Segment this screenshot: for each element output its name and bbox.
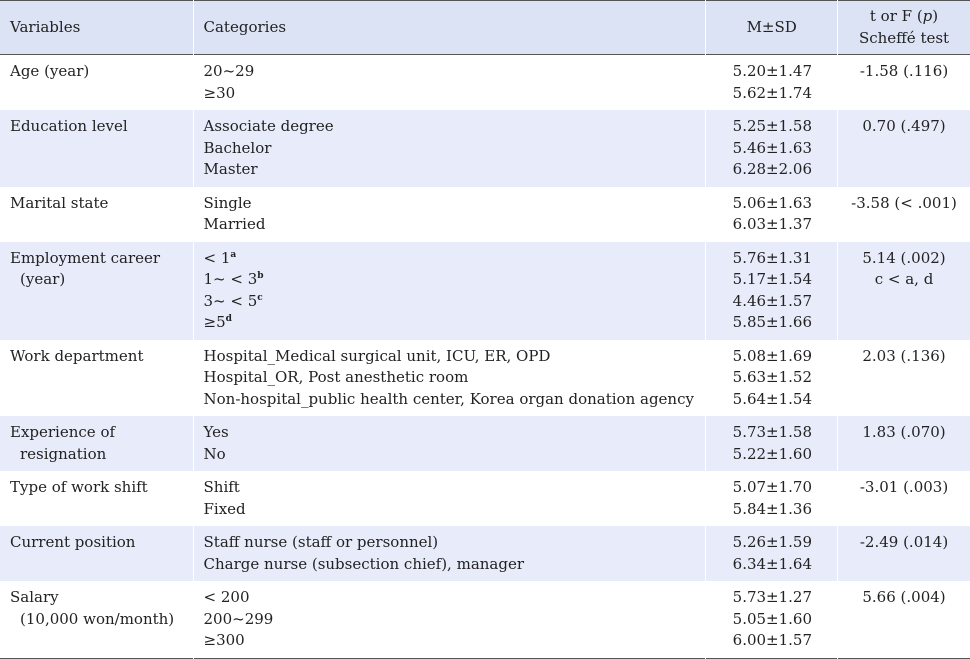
header-stat-p: p <box>922 7 933 25</box>
category-label: < 200 <box>203 588 250 606</box>
category-label: No <box>203 444 226 463</box>
category-label: Hospital_Medical surgical unit, ICU, ER, OPD <box>203 346 551 365</box>
variable-cell <box>0 526 193 581</box>
msd-value: 6.03±1.37 <box>732 215 813 233</box>
category-label: Non-hospital_public health center, Korea organ donation agency <box>203 389 694 408</box>
msd-value: 5.17±1.54 <box>732 270 813 288</box>
category-item <box>204 214 696 236</box>
stat-value: 2.03 (.136) <box>862 346 946 365</box>
table-row <box>0 471 970 526</box>
variable-label: Marital state <box>10 193 109 212</box>
category-label: Bachelor <box>203 138 272 157</box>
category-label: 20~29 <box>203 62 255 80</box>
variable-label: (10,000 won/month) <box>20 609 175 628</box>
msd-value: 5.84±1.36 <box>732 499 813 518</box>
msd-cell <box>706 110 838 187</box>
table-row <box>0 581 970 658</box>
category-item <box>204 116 696 138</box>
category-superscript: d <box>225 314 232 324</box>
stat-value: 0.70 (.497) <box>862 117 946 135</box>
variable-cell <box>0 416 193 471</box>
msd-cell <box>706 340 838 417</box>
category-label: Hospital_OR, Post anesthetic room <box>203 368 469 386</box>
variable-label: resignation <box>20 444 107 463</box>
header-row <box>0 1 970 55</box>
categories-cell <box>193 242 706 340</box>
category-label: 3~ < 5 <box>203 291 258 310</box>
header-stat-line2: Scheffé test <box>858 28 950 47</box>
msd-value: 5.73±1.27 <box>732 588 813 606</box>
stat-value: 5.14 (.002) <box>862 248 946 267</box>
category-item <box>204 159 696 181</box>
variable-cell <box>0 581 193 658</box>
category-label: Master <box>203 160 258 178</box>
msd-value: 5.64±1.54 <box>732 389 813 408</box>
categories-cell <box>193 416 706 471</box>
variable-label: Type of work shift <box>10 478 148 496</box>
table-row <box>0 55 970 111</box>
category-item <box>204 291 696 313</box>
variable-cell <box>0 187 193 242</box>
stat-cell <box>838 471 970 526</box>
msd-cell <box>706 242 838 340</box>
msd-value: 4.46±1.57 <box>732 291 813 310</box>
msd-cell <box>706 581 838 658</box>
msd-value: 5.05±1.60 <box>732 609 813 628</box>
category-item <box>204 630 696 652</box>
header-stat <box>838 1 970 55</box>
category-label: 1~ < 3 <box>203 270 258 288</box>
stat-value: 1.83 (.070) <box>862 423 946 441</box>
msd-cell <box>706 526 838 581</box>
categories-cell <box>193 581 706 658</box>
category-item <box>204 587 696 609</box>
stat-cell <box>838 242 970 340</box>
categories-cell <box>193 471 706 526</box>
variable-cell <box>0 242 193 340</box>
category-label: Yes <box>203 423 229 441</box>
stat-value: -2.49 (.014) <box>859 533 949 551</box>
msd-cell <box>706 187 838 242</box>
stat-cell <box>838 340 970 417</box>
variable-label: Current position <box>10 533 136 551</box>
categories-cell <box>193 187 706 242</box>
table-row <box>0 242 970 340</box>
category-item <box>204 312 696 334</box>
category-item <box>204 554 696 576</box>
msd-cell <box>706 55 838 111</box>
msd-value: 5.07±1.70 <box>732 478 813 496</box>
categories-cell <box>193 55 706 111</box>
category-item <box>204 61 696 83</box>
msd-value: 5.76±1.31 <box>732 248 813 267</box>
variable-label: Work department <box>10 346 144 365</box>
header-stat-prefix: t or F ( <box>869 7 923 25</box>
category-label: Fixed <box>203 499 246 518</box>
category-item <box>204 444 696 466</box>
category-label: ≥30 <box>203 83 236 102</box>
msd-value: 6.34±1.64 <box>732 554 813 573</box>
table-row <box>0 110 970 187</box>
stat-value: -1.58 (.116) <box>859 62 949 80</box>
category-item <box>204 389 696 411</box>
stat-cell <box>838 581 970 658</box>
stat-cell <box>838 110 970 187</box>
msd-value: 5.85±1.66 <box>732 313 813 331</box>
table-row <box>0 526 970 581</box>
category-label: Staff nurse (staff or personnel) <box>203 533 439 551</box>
msd-value: 6.28±2.06 <box>732 160 813 178</box>
variable-label: (year) <box>20 270 66 288</box>
stat-value: -3.01 (.003) <box>859 478 949 496</box>
variable-label: Experience of <box>10 423 116 441</box>
category-label: Single <box>203 193 252 212</box>
category-label: < 1 <box>203 248 231 267</box>
category-item <box>204 83 696 105</box>
msd-value: 5.26±1.59 <box>732 533 813 551</box>
category-label: 200~299 <box>203 609 274 628</box>
variable-cell <box>0 340 193 417</box>
category-item <box>204 193 696 215</box>
variable-label: Education level <box>10 117 128 135</box>
variable-label: Salary <box>10 588 59 606</box>
stat-cell <box>838 526 970 581</box>
category-item <box>204 248 696 270</box>
msd-value: 6.00±1.57 <box>732 631 813 649</box>
category-item <box>204 609 696 631</box>
category-item <box>204 477 696 499</box>
header-stat-line1 <box>848 6 960 28</box>
msd-value: 5.08±1.69 <box>732 346 813 365</box>
variable-label: Employment career <box>10 248 161 267</box>
stat-value: -3.58 (< .001) <box>851 193 957 212</box>
msd-value: 5.20±1.47 <box>732 62 813 80</box>
msd-cell <box>706 416 838 471</box>
category-superscript: c <box>257 292 263 303</box>
header-msd: M±SD <box>706 1 838 55</box>
table-header <box>0 1 970 55</box>
table-row <box>0 340 970 417</box>
msd-value: 5.22±1.60 <box>732 444 813 463</box>
header-stat-suffix: ) <box>932 7 939 25</box>
category-label: ≥5 <box>203 313 226 331</box>
stat-cell <box>838 416 970 471</box>
header-categories: Categories <box>193 1 706 55</box>
msd-cell <box>706 471 838 526</box>
category-label: ≥300 <box>203 631 245 649</box>
category-item <box>204 269 696 291</box>
msd-value: 5.25±1.58 <box>732 117 813 135</box>
table-row <box>0 416 970 471</box>
category-item <box>204 138 696 160</box>
category-label: Associate degree <box>203 117 334 135</box>
category-item <box>204 422 696 444</box>
variable-cell <box>0 55 193 111</box>
categories-cell <box>193 340 706 417</box>
header-variables: Variables <box>10 17 81 36</box>
stat-value: 5.66 (.004) <box>862 588 946 606</box>
stat-value: c < a, d <box>874 270 934 288</box>
category-superscript: a <box>230 249 237 260</box>
category-item <box>204 367 696 389</box>
variable-label: Age (year) <box>10 62 90 80</box>
msd-value: 5.62±1.74 <box>732 83 813 102</box>
stat-cell <box>838 187 970 242</box>
category-label: Married <box>203 215 266 233</box>
msd-value: 5.63±1.52 <box>732 368 813 386</box>
categories-cell <box>193 110 706 187</box>
category-item <box>204 499 696 521</box>
msd-value: 5.46±1.63 <box>732 138 813 157</box>
variable-cell <box>0 471 193 526</box>
table-body <box>0 55 970 659</box>
category-label: Shift <box>203 478 240 496</box>
msd-value: 5.73±1.58 <box>732 423 813 441</box>
variable-cell <box>0 110 193 187</box>
category-item <box>204 532 696 554</box>
stat-cell <box>838 55 970 111</box>
categories-cell <box>193 526 706 581</box>
category-superscript: b <box>257 271 264 281</box>
category-item <box>204 346 696 368</box>
category-label: Charge nurse (subsection chief), manager <box>203 554 525 573</box>
msd-value: 5.06±1.63 <box>732 193 813 212</box>
table-row <box>0 187 970 242</box>
